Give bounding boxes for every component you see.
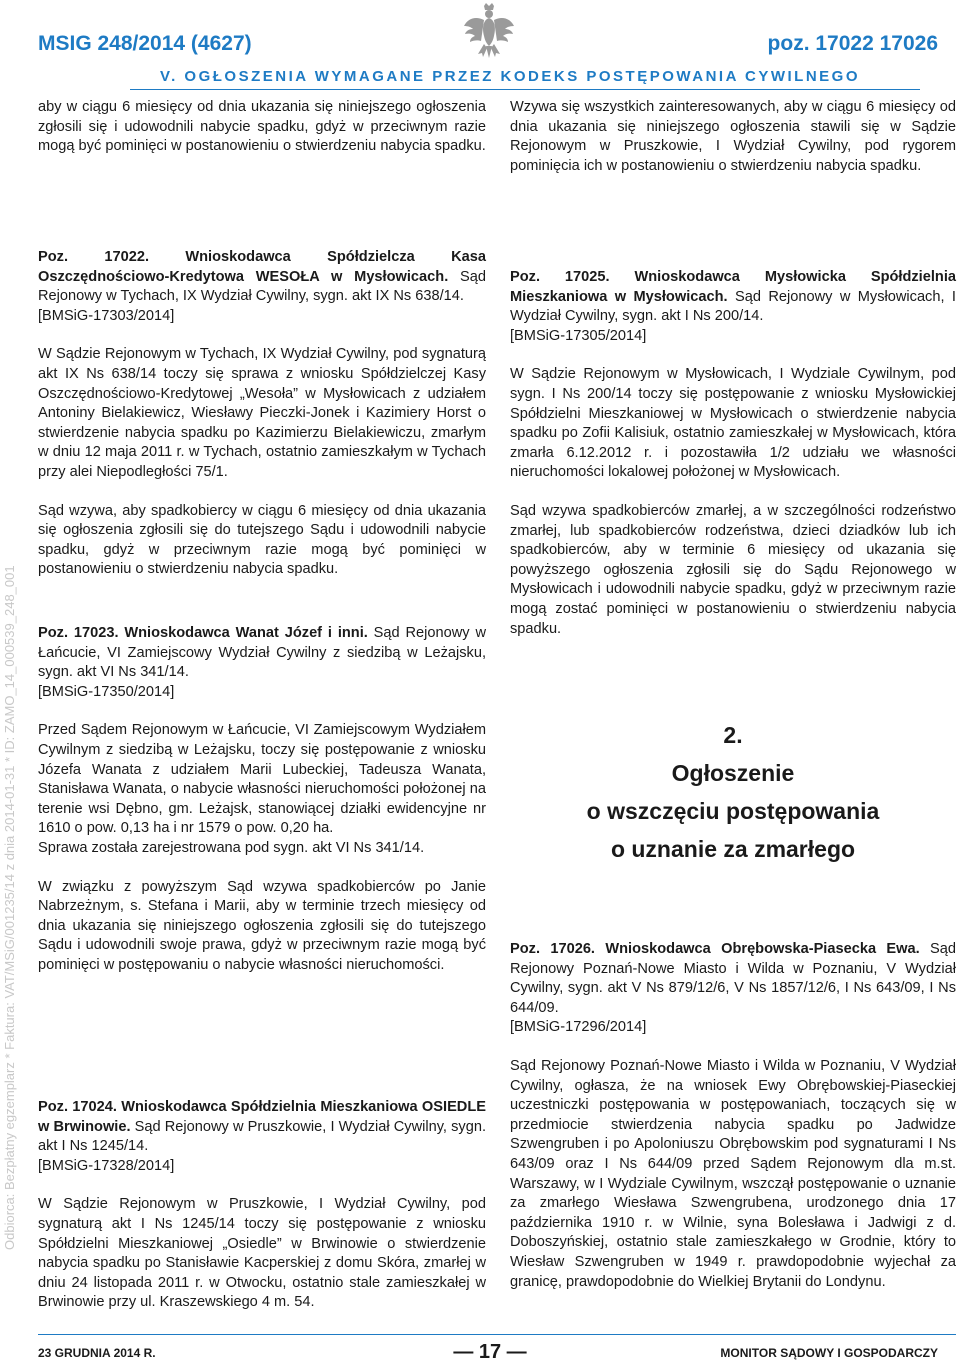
notice-heading: Poz. 17022. Wnioskodawca Spółdzielcza Kasa Oszczędnościowo-Kredytowa WESOŁA w Mysłowicach. [38,249,486,285]
footer-rule [38,1334,956,1335]
notice-17025 [510,268,956,639]
notice-body: W Sądzie Rejonowym w Tychach, IX Wydział Cywilny, pod sygnaturą akt IX Ns 638/14 toczy się sprawa z wniosku Spółdzielczej Kasy Oszczędnościowo-Kredytowej „Wesoła” w Mysłowicach z udziałem Antoniny Bielakiewicz, Wiesławy Pieczki-Jonek i Kazimiery Horst o stwierdzenie nabycia spadku po Kazimierzu Bielakiewiczu, zmarłym w dniu 12 maja 2011 r. w Tychach, ostatnio zamieszkałym w Tychach przy alei Niepodległości 75/1. [38,346,486,480]
notice-heading: Poz. 17026. Wnioskodawca Obrębowska-Piasecka Ewa. [510,941,920,957]
notice-body: W Sądzie Rejonowym w Pruszkowie, I Wydział Cywilny, pod sygnaturą akt I Ns 1245/14 toczy się postępowanie z wniosku Spółdzielni Mieszkaniowej „Osiedle” w Brwinowie o stwierdzenie nabycia spadku po Stanisławie Kacperskiej z domu Skóra, zmarłej w dniu 24 listopada 2011 r. w Otwocku, ostatnio stale zamieszkałej w Brwinowie przy ul. Kraszewskiego 4 m. 54. [38,1196,486,1311]
vertical-recipient-note: Odbiorca: Bezpłatny egzemplarz * Faktura: VAT/MSiG/001235/14 z dnia 2014-01-31 * ID: ZAMO_14_000539_248_001 [2,565,17,1250]
notice-body: Sąd wzywa, aby spadkobiercy w ciągu 6 miesięcy od dnia ukazania się ogłoszenia zgłosili się do tutejszego Sądu i udowodnili nabycie spadku, gdyż w przeciwnym razie mogą być pominięci w postanowieniu o stwierdzeniu nabycia spadku. [38,502,486,578]
notice-heading: Poz. 17024. Wnioskodawca Spółdzielnia Mieszkaniowa OSIEDLE w Brwinowie. [38,1099,486,1135]
notice-court: Sąd Rejonowy w Łańcucie, VI Zamiejscowy Wydział Cywilny z siedzibą w Leżajsku, sygn. akt VI Ns 341/14. [38,625,486,681]
notice-court: Sąd Rejonowy w Pruszkowie, I Wydział Cywilny, sygn. akt I Ns 1245/14. [38,1118,487,1155]
polish-eagle-icon [462,2,516,60]
position-range: poz. 17022 17026 [767,32,938,55]
notice-body: W Sądzie Rejonowym w Mysłowicach, I Wydziale Cywilnym, pod sygn. I Ns 200/14 toczy się postępowanie z wniosku Mysłowickiej Spółdzielni Mieszkaniowej w Mysłowicach o stwierdzenie nabycia spadku po Zofii Kalisiuk, ostatnio zamieszkałej w Mysłowicach, która zmarła 6.12.2012 r. i pozostawiła 1/2 udziału we własności nieruchomości lokalowej położonej w Mysłowicach. [510,366,956,481]
page-number: — 17 — [453,1341,527,1363]
notice-ref: [BMSiG-17305/2014] [510,327,647,344]
notice-body: Przed Sądem Rejonowym w Łańcucie, VI Zamiejscowym Wydziałem Cywilnym z siedzibą w Leżajsku, toczy się postępowanie z wniosku Józefa Wanata z udziałem Marii Lubeckiej, Tadeusza Wanata, Stanisława Wanata, o nabycie własności nieruchomości położonej na terenie wsi Dębno, gm. Leżajsk, stanowiącej działki ewidencyjne nr 1610 o pow. 0,13 ha i nr 1579 o pow. 0,20 ha. [38,722,486,837]
notice-court: Sąd Rejonowy w Mysłowicach, I Wydział Cywilny, sygn. akt I Ns 200/14. [510,288,956,325]
notice-body: W związku z powyższym Sąd wzywa spadkobierców po Janie Nabrzeżnym, s. Stefana i Marii, aby w terminie trzech miesięcy od dnia ukazania się niniejszego ogłoszenia zgłosili się do tutejszego Sądu i udowodnili swoje prawa, gdyż w przeciwnym razie mogą być pominięci w postępowaniu o nabycie własności nieruchomości. [38,878,486,973]
notice-court: Sąd Rejonowy w Tychach, IX Wydział Cywilny, sygn. akt IX Ns 638/14. [38,268,486,305]
notice-body: Sąd Rejonowy Poznań-Nowe Miasto i Wilda w Poznaniu, V Wydział Cywilny, ogłasza, że na wniosek Ewy Obrębowskiej-Piaseckiej uczestniczki postępowania w postępowaniach, toczących się w przedmiocie stwierdzenia nabycia spadku po Jadwidze Szwengruben i po Apoloniuszu Obrębowskim pod sygnaturami I Ns 643/09 oraz I Ns 644/09 przed Sądem Rejonowym dla m.st. Warszawy, w I Wydziale Cywilnym, wszczął postępowanie o uznanie za zmarłego Wiesława Szwengrubena, urodzonego dnia 17 października 1910 r. w Wilnie, syna Bolesława i Jadwigi z d. Doboszyńskiej, ostatnio stale zamieszkałego w Grodnie, który to Wiesław Szwengruben w 1949 r. prawdopodobnie wyjechał za granicę, prawdopodobnie do Wielkiej Brytanii do Londynu. [510,1057,956,1290]
footer-title: MONITOR SĄDOWY I GOSPODARCZY [720,1346,938,1360]
notice-ref: [BMSiG-17328/2014] [38,1157,175,1174]
header-rule [130,89,920,90]
notice-heading: Poz. 17023. Wnioskodawca Wanat Józef i inni. [38,625,368,641]
notice-17023 [38,624,486,976]
notice-ref: [BMSiG-17350/2014] [38,683,175,700]
notice-heading: Poz. 17025. Wnioskodawca Mysłowicka Spółdzielnia Mieszkaniowa w Mysłowicach. [510,269,956,305]
notice-17026 [510,940,956,1292]
notice-body: Sąd wzywa spadkobierców zmarłej, a w szczególności rodzeństwo zmarłej, lub spadkobierców rodzeństwa, dzieci dziadków lub ich spadkobierców, aby w terminie 6 miesięcy od ukazania się powyższego ogłoszenia zgłosili się do Sądu Rejonowego w Mysłowicach i udowodnili nabycie spadku, gdyż w przeciwnym razie mogą zostać pominięci w postanowieniu o stwierdzeniu nabycia spadku. [510,502,956,637]
continued-text-right: Wzywa się wszystkich zainteresowanych, aby w ciągu 6 miesięcy od dnia ukazania się niniejszego ogłoszenia stawili się w Sądzie Rejonowym w Pruszkowie, I Wydział Cywilny, pod rygorem pominięcia ich w postanowieniu o stwierdzeniu nabycia spadku. [510,99,956,174]
notice-body: Sprawa została zarejestrowana pod sygn. akt VI Ns 341/14. [38,839,425,856]
announcement-line: o uznanie za zmarłego [610,836,856,862]
notice-ref: [BMSiG-17303/2014] [38,307,175,324]
continued-text-left: aby w ciągu 6 miesięcy od dnia ukazania się niniejszego ogłoszenia zgłosili się i udowodnili nabycie spadku, gdyż w przeciwnym razie mogą być pominięci w postanowieniu o stwierdzeniu nabycia spadku. [38,99,486,155]
notice-17024 [38,1098,486,1313]
announcement-title [510,716,956,868]
notice-17022 [38,248,486,580]
announcement-line: o wszczęciu postępowania [586,798,880,824]
notice-ref: [BMSiG-17296/2014] [510,1019,647,1036]
footer-date: 23 GRUDNIA 2014 R. [38,1346,156,1360]
announcement-number: 2. [723,722,743,748]
issue-number: MSIG 248/2014 (4627) [38,32,252,55]
announcement-line: Ogłoszenie [671,760,795,786]
section-title: V. OGŁOSZENIA WYMAGANE PRZEZ KODEKS POSTĘPOWANIA CYWILNEGO [159,68,861,85]
notice-court: Sąd Rejonowy Poznań-Nowe Miasto i Wilda w Poznaniu, V Wydział Cywilny, sygn. akt V Ns 879/12/6, V Ns 1857/12/6, I Ns 643/09, I Ns 644/09. [510,941,956,1016]
